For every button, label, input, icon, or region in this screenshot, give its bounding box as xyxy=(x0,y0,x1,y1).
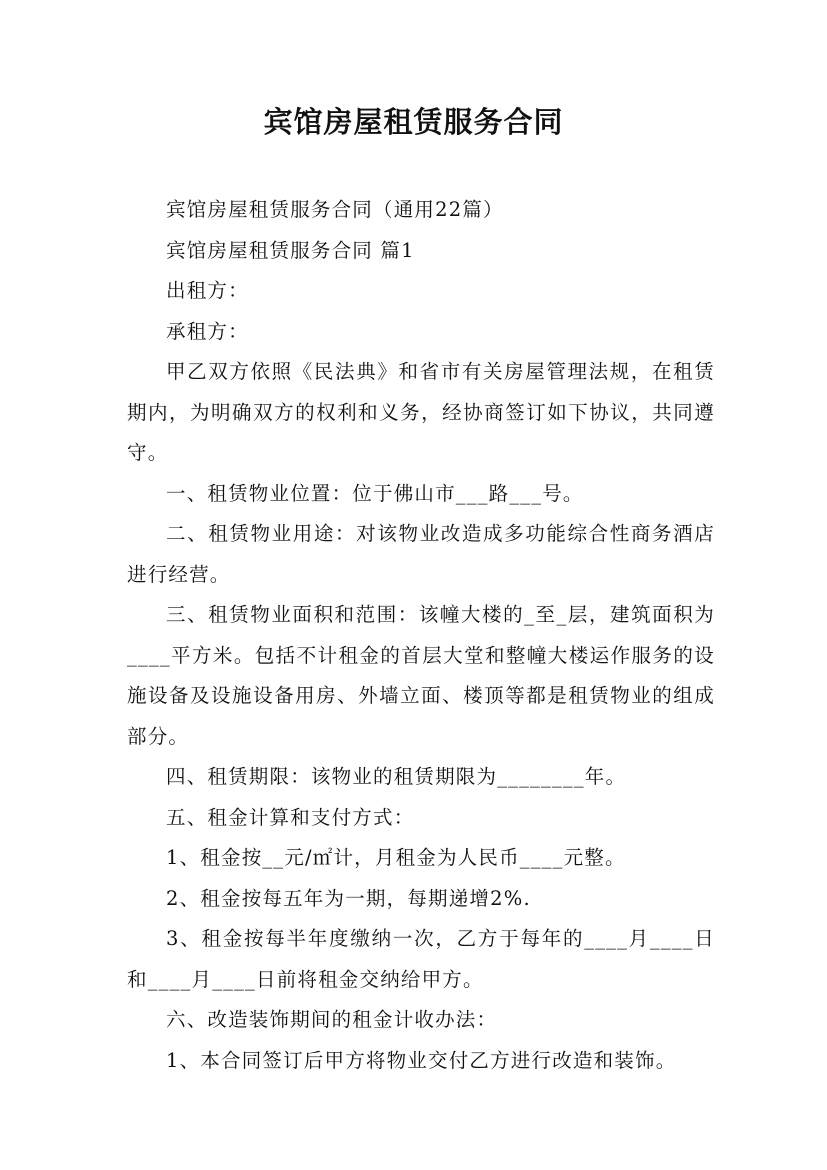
paragraph-clause-5-item-2: 2、租金按每五年为一期，每期递增2%. xyxy=(166,886,531,910)
paragraph-subtitle: 宾馆房屋租赁服务合同（通用22篇） xyxy=(166,198,504,221)
document-body xyxy=(127,190,715,1081)
document-title: 宾馆房屋租赁服务合同 xyxy=(263,105,564,139)
paragraph-clause-6-renovation: 六、改造装饰期间的租金计收办法： xyxy=(166,1008,498,1031)
paragraph-clause-4-term: 四、租赁期限：该物业的租赁期限为________年。 xyxy=(166,765,627,788)
paragraph-clause-3-area: 三、租赁物业面积和范围：该幢大楼的_至_层，建筑面积为____平方米。包括不计租金的首层大堂和整幢大楼运作服务的设施设备及设施设备用房、外墙立面、楼顶等都是租赁物业的组成部分。 xyxy=(127,603,715,748)
paragraph-clause-5-item-1: 1、租金按__元/㎡计，月租金为人民币____元整。 xyxy=(166,846,626,869)
paragraph-clause-6-item-1: 1、本合同签订后甲方将物业交付乙方进行改造和装饰。 xyxy=(166,1048,677,1072)
paragraph-clause-2-usage: 二、租赁物业用途：对该物业改造成多功能综合性商务酒店进行经营。 xyxy=(127,522,715,586)
paragraph-lessee: 承租方： xyxy=(166,319,249,343)
paragraph-clause-5-item-3: 3、租金按每半年度缴纳一次，乙方于每年的____月____日和____月____日前将租金交纳给甲方。 xyxy=(127,927,715,991)
paragraph-preamble: 甲乙双方依照《民法典》和省市有关房屋管理法规，在租赁期内，为明确双方的权利和义务，经协商签订如下协议，共同遵守。 xyxy=(127,360,715,464)
paragraph-clause-1-location: 一、租赁物业位置：位于佛山市___路___号。 xyxy=(166,481,584,505)
paragraph-clause-5-rent: 五、租金计算和支付方式： xyxy=(166,805,415,829)
paragraph-lessor: 出租方： xyxy=(166,279,249,302)
paragraph-section-heading: 宾馆房屋租赁服务合同 篇1 xyxy=(166,238,415,262)
